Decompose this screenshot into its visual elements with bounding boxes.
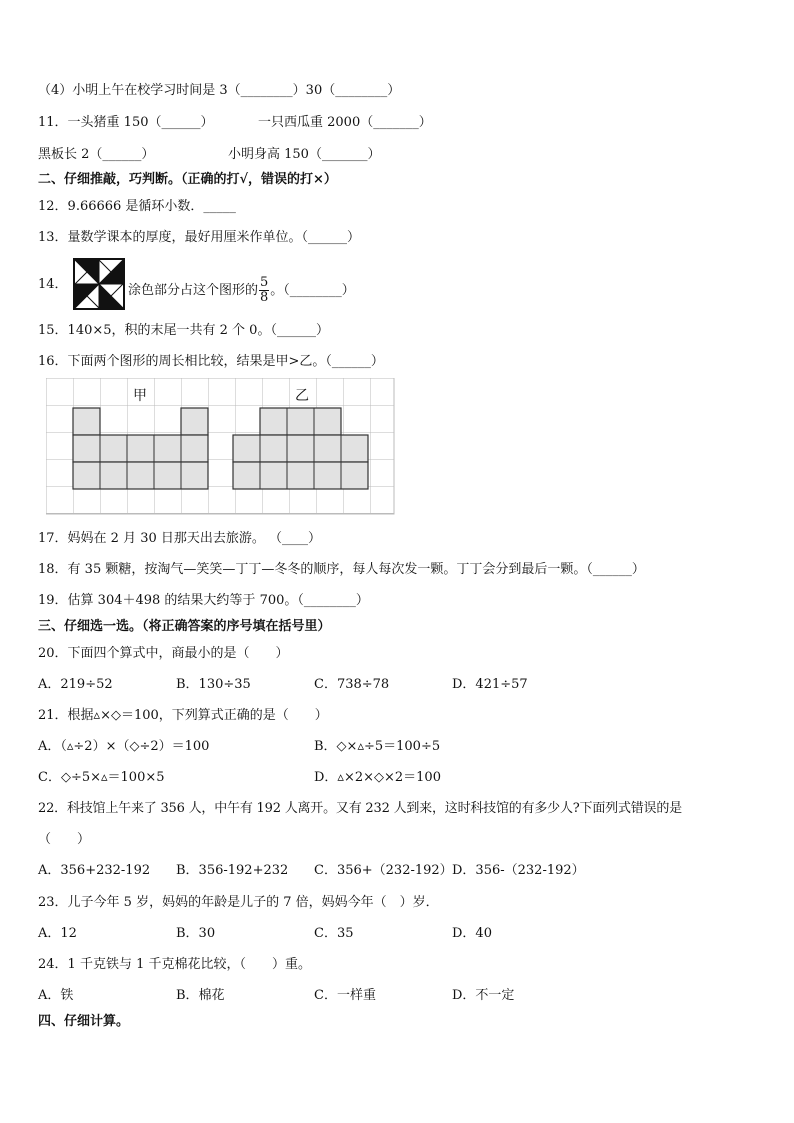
q12: 12．9.66666 是循环小数．_____: [38, 199, 236, 214]
q23: 23．儿子今年 5 岁，妈妈的年龄是儿子的 7 倍，妈妈今年（ ）岁．: [38, 895, 439, 910]
q24-option-a: A．铁: [38, 988, 74, 1003]
q16-grid-figure: [46, 378, 396, 516]
q18: 18．有 35 颗糖，按淘气—笑笑—丁丁—冬冬的顺序，每人每次发一颗。丁丁会分到最后一颗。（______）: [38, 562, 645, 577]
q22: 22．科技馆上午来了 356 人，中午有 192 人离开。又有 232 人到来，这时科技馆的有多少人?下面列式错误的是: [38, 801, 682, 816]
q14-number: 14．: [38, 277, 68, 292]
q20: 20．下面四个算式中，商最小的是（ ）: [38, 646, 289, 661]
q21-option-a: A．（▵÷2）×（◇÷2）＝100: [38, 739, 210, 754]
q21-option-b: B．◇×▵÷5＝100÷5: [314, 739, 441, 754]
section-2-heading: 二、仔细推敲，巧判断。（正确的打√，错误的打×）: [38, 172, 337, 187]
q11-item-blackboard: 黑板长 2（______）: [38, 147, 155, 162]
q21: 21．根据▵×◇＝100，下列算式正确的是（ ）: [38, 708, 328, 723]
q14-fraction: $\frac{5}{8}$: [260, 275, 269, 305]
q14-text: 涂色部分占这个图形的 $\frac{5}{8}$ 。（________）: [128, 275, 355, 305]
q23-option-a: A．12: [38, 926, 77, 941]
q21-option-c: C．◇÷5×▵＝100×5: [38, 770, 165, 785]
q15: 15．140×5，积的末尾一共有 2 个 0。（______）: [38, 323, 329, 338]
q10-part4: （4）小明上午在校学习时间是 3（________）30（________）: [38, 83, 401, 98]
section-4-heading: 四、仔细计算。: [38, 1014, 130, 1029]
q14-shaded-square-figure: [73, 258, 125, 310]
figure-label-yi: 乙: [295, 388, 309, 404]
q20-option-d: D．421÷57: [452, 677, 528, 692]
q22-option-c: C．356+（232-192）: [314, 863, 453, 878]
q20-option-c: C．738÷78: [314, 677, 390, 692]
q19: 19．估算 304＋498 的结果大约等于 700。（________）: [38, 593, 369, 608]
section-3-heading: 三、仔细选一选。（将正确答案的序号填在括号里）: [38, 619, 331, 634]
q24-option-b: B．棉花: [176, 988, 225, 1003]
q24: 24．1 千克铁与 1 千克棉花比较，（ ）重。: [38, 957, 311, 972]
q11-item-watermelon: 一只西瓜重 2000（_______）: [258, 115, 432, 130]
q23-option-d: D．40: [452, 926, 492, 941]
q20-option-a: A．219÷52: [38, 677, 113, 692]
q22-answer-paren: （ ）: [38, 832, 91, 847]
q11-item-pig: 11．一头猪重 150（______）: [38, 115, 214, 130]
q17: 17．妈妈在 2 月 30 日那天出去旅游。 （____）: [38, 531, 322, 546]
q11-item-height: 小明身高 150（_______）: [228, 147, 381, 162]
q20-option-b: B．130÷35: [176, 677, 251, 692]
q24-option-d: D．不一定: [452, 988, 515, 1003]
q21-option-d: D．▵×2×◇×2＝100: [314, 770, 441, 785]
q16: 16．下面两个图形的周长相比较，结果是甲>乙。（______）: [38, 354, 384, 369]
q24-option-c: C．一样重: [314, 988, 376, 1003]
q13: 13．量数学课本的厚度，最好用厘米作单位。（______）: [38, 230, 361, 245]
q22-option-d: D．356-（232-192）: [452, 863, 585, 878]
q23-option-c: C．35: [314, 926, 354, 941]
q22-option-a: A．356+232-192: [38, 863, 151, 878]
figure-label-jia: 甲: [133, 388, 147, 404]
q22-option-b: B．356-192+232: [176, 863, 289, 878]
q23-option-b: B．30: [176, 926, 216, 941]
